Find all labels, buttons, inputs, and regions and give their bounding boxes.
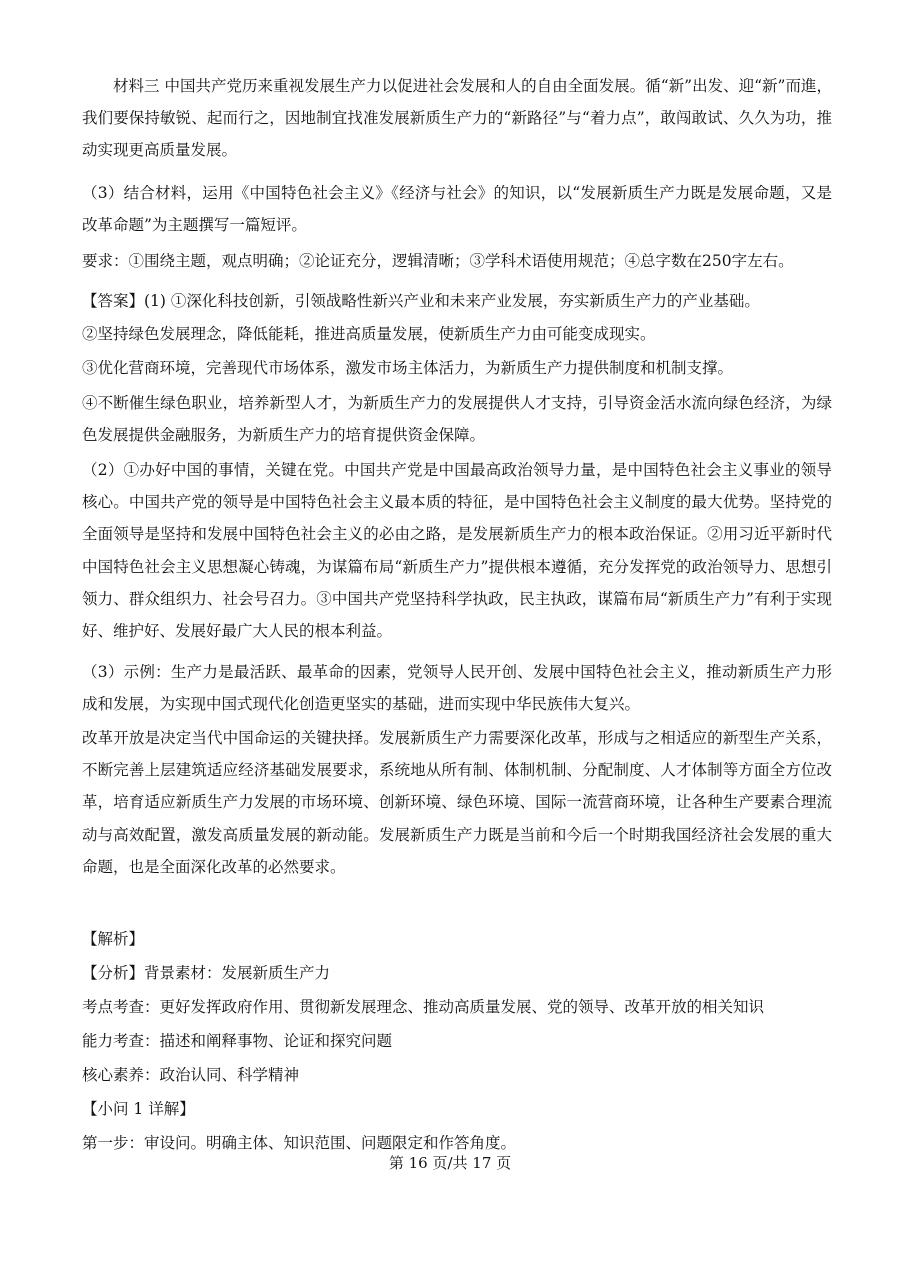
analysis-header: 【解析】 [82, 930, 145, 948]
question-three-prompt: （3）结合材料，运用《中国特色社会主义》《经济与社会》的知识，以“发展新质生产力既是发展命题，又是改革命题”为主题撰写一篇短评。 [82, 184, 832, 235]
material-three-paragraph: 材料三 中国共产党历来重视发展生产力以促进社会发展和人的自由全面发展。循“新”出发、迎“新”而進，我们要保持敏锐、起而行之，因地制宜找准发展新质生产力的“新路径”与“着力点”，敢闯敢试、久久为功，推动实现更高质量发展。 [82, 77, 832, 160]
answer-1-item-1: 【答案】(1) ①深化科技创新，引领战略性新兴产业和未来产业发展，夯实新质生产力的产业基础。 [82, 292, 760, 310]
answer-1-item-3: ③优化营商环境，完善现代市场体系，激发市场主体活力，为新质生产力提供制度和机制支撑。 [82, 359, 734, 377]
answer-3-continuation: 改革开放是决定当代中国命运的关键抉择。发展新质生产力需要深化改革，形成与之相适应的新型生产关系，不断完善上层建筑适应经济基础发展要求，系统地从所有制、体制机制、分配制度、人才体制等方面全方位改革，培育适应新质生产力发展的市场环境、创新环境、绿色环境、国际一流营商环境，让各种生产要素合理流动与高效配置，激发高质量发展的新动能。发展新质生产力既是当前和今后一个时期我国经济社会发展的重大命题，也是全面深化改革的必然要求。 [82, 729, 832, 876]
page-number-footer: 第 16 页/共 17 页 [388, 1154, 512, 1172]
answer-1-item-4: ④不断催生绿色职业，培养新型人才，为新质生产力的发展提供人才支持，引导资金活水流向绿色经济，为绿色发展提供金融服务，为新质生产力的培育提供资金保障。 [82, 394, 832, 445]
step-one-line: 第一步：审设问。明确主体、知识范围、问题限定和作答角度。 [82, 1134, 517, 1152]
analysis-literacy: 核心素养：政治认同、科学精神 [82, 1066, 300, 1084]
analysis-background: 【分析】背景素材：发展新质生产力 [82, 964, 331, 982]
answer-2-paragraph: （2）①办好中国的事情，关键在党。中国共产党是中国最高政治领导力量，是中国特色社会主义事业的领导核心。中国共产党的领导是中国特色社会主义最本质的特征，是中国特色社会主义制度的最大优势。坚持党的全面领导是坚持和发展中国特色社会主义的必由之路，是发展新质生产力的根本政治保证。②用习近平新时代中国特色社会主义思想凝心铸魂，为谋篇布局“新质生产力”提供根本遵循，充分发挥党的政治领导力、思想引领力、群众组织力、社会号召力。③中国共产党坚持科学执政，民主执政，谋篇布局“新质生产力”有利于实现好、维护好、发展好最广大人民的根本利益。 [82, 461, 832, 641]
answer-1-item-2: ②坚持绿色发展理念，降低能耗，推进高质量发展，使新质生产力由可能变成现实。 [82, 325, 656, 343]
requirement-line: 要求：①围绕主题，观点明确；②论证充分，逻辑清晰；③学科术语使用规范；④总字数在250字左右。 [82, 252, 794, 270]
sub-question-1-header: 【小问 1 详解】 [82, 1100, 195, 1118]
analysis-exam-points: 考点考查：更好发挥政府作用、贯彻新发展理念、推动高质量发展、党的领导、改革开放的相关知识 [82, 998, 765, 1016]
analysis-ability: 能力考查：描述和阐释事物、论证和探究问题 [82, 1032, 393, 1050]
answer-3-example: （3）示例：生产力是最活跃、最革命的因素，党领导人民开创、发展中国特色社会主义，推动新质生产力形成和发展，为实现中国式现代化创造更坚实的基础，进而实现中华民族伟大复兴。 [82, 663, 832, 714]
